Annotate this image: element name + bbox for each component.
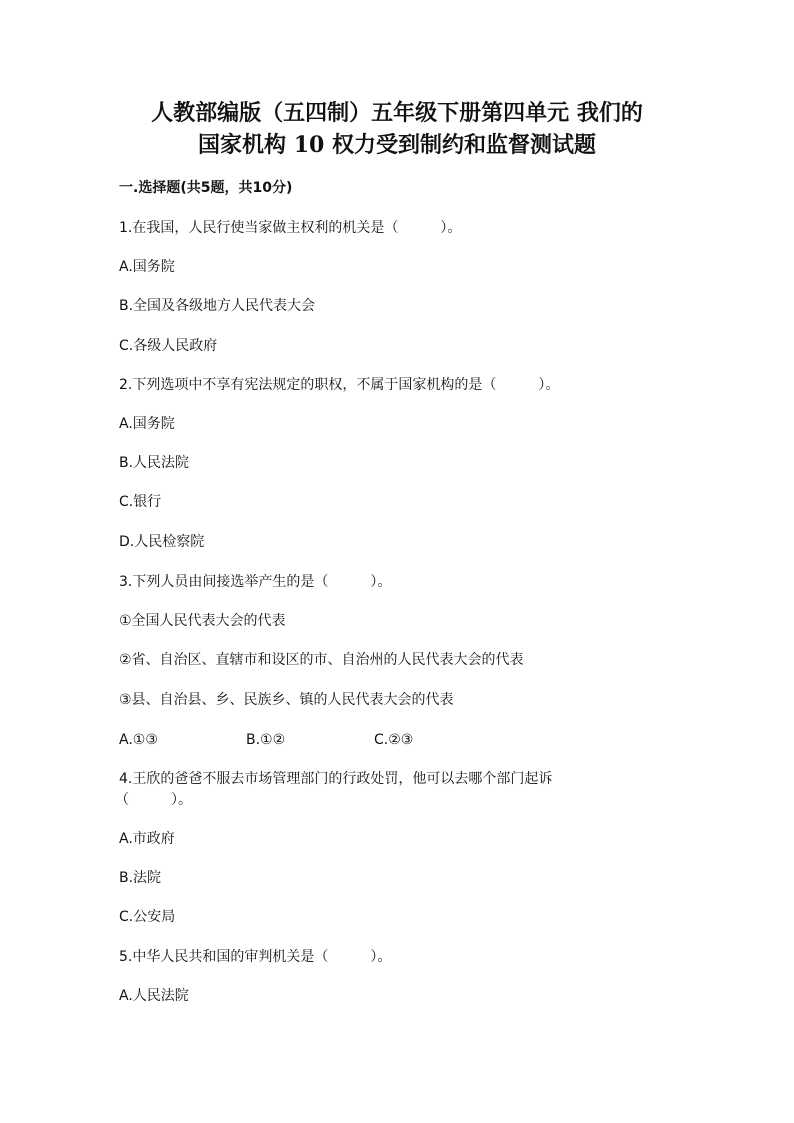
question-3-stem: 3.下列人员由间接选举产生的是（ ）。	[119, 574, 392, 590]
question-3-option-c: C.②③	[374, 732, 414, 748]
question-2-option-c: C.银行	[119, 494, 162, 510]
question-3-item-2: ②省、自治区、直辖市和设区的市、自治州的人民代表大会的代表	[119, 652, 524, 668]
question-3-item-3: ③县、自治县、乡、民族乡、镇的人民代表大会的代表	[119, 692, 454, 708]
question-4-option-a: A.市政府	[119, 831, 175, 847]
document-title-line-2: 国家机构 10 权力受到制约和监督测试题	[198, 132, 596, 158]
question-5-stem: 5.中华人民共和国的审判机关是（ ）。	[119, 949, 392, 965]
question-4-option-b: B.法院	[119, 870, 162, 886]
question-3-option-a: A.①③	[119, 732, 158, 748]
question-5-option-a: A.人民法院	[119, 988, 189, 1004]
question-1-stem: 1.在我国，人民行使当家做主权利的机关是（ ）。	[119, 220, 462, 236]
question-3-item-1: ①全国人民代表大会的代表	[119, 613, 286, 629]
question-3-option-b: B.①②	[246, 732, 286, 748]
question-1-option-c: C.各级人民政府	[119, 338, 218, 354]
question-2-option-b: B.人民法院	[119, 455, 190, 471]
question-2-option-d: D.人民检察院	[119, 534, 205, 550]
question-4-option-c: C.公安局	[119, 909, 176, 925]
section-heading: 一.选择题(共5题，共10分)	[119, 180, 293, 196]
question-2-option-a: A.国务院	[119, 416, 175, 432]
question-1-option-a: A.国务院	[119, 259, 175, 275]
question-4-stem-line-1: 4.王欣的爸爸不服去市场管理部门的行政处罚，他可以去哪个部门起诉	[119, 771, 553, 787]
question-1-option-b: B.全国及各级地方人民代表大会	[119, 298, 316, 314]
document-title-line-1: 人教部编版（五四制）五年级下册第四单元 我们的	[151, 100, 643, 126]
question-4-stem-line-2: （ ）。	[115, 792, 192, 808]
question-2-stem: 2.下列选项中不享有宪法规定的职权，不属于国家机构的是（ ）。	[119, 377, 560, 393]
